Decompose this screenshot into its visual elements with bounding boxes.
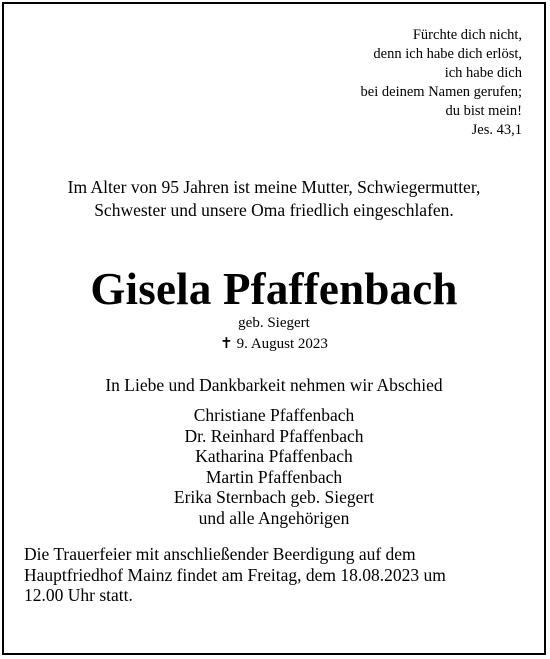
obituary-notice: [2, 2, 546, 655]
deceased-name: Gisela Pfaffenbach: [90, 264, 458, 314]
funeral-line: Hauptfriedhof Mainz findet am Freitag, dem 18.08.2023 um: [24, 564, 446, 585]
funeral-line: Die Trauerfeier mit anschließender Beerdigung auf dem: [24, 544, 416, 564]
announcement-line: Schwester und unsere Oma friedlich eingeschlafen.: [94, 200, 454, 220]
funeral-details: [24, 544, 526, 606]
verse-line: bei deinem Namen gerufen;: [360, 84, 522, 100]
verse-line: ich habe dich: [444, 65, 522, 81]
farewell-line: In Liebe und Dankbarkeit nehmen wir Abschied: [105, 375, 443, 395]
mourner-name: Christiane Pfaffenbach: [193, 405, 355, 425]
death-date-line: [4, 334, 544, 354]
mourner-name: und alle Angehörigen: [198, 507, 350, 528]
mourner-name: Martin Pfaffenbach: [205, 466, 343, 487]
cross-icon: ✝: [220, 336, 233, 352]
funeral-line: 12.00 Uhr statt.: [24, 585, 133, 605]
bible-verse: [262, 26, 522, 140]
verse-reference: Jes. 43,1: [471, 122, 522, 138]
mourner-name: Erika Sternbach geb. Siegert: [173, 487, 375, 507]
announcement-line: Im Alter von 95 Jahren ist meine Mutter, Schwiegermutter,: [67, 177, 481, 197]
mourner-name: Dr. Reinhard Pfaffenbach: [184, 425, 364, 446]
mourners-list: [4, 405, 544, 528]
verse-line: denn ich habe dich erlöst,: [373, 46, 522, 62]
verse-line: du bist mein!: [445, 103, 522, 119]
mourner-name: Katharina Pfaffenbach: [195, 446, 353, 466]
death-date: 9. August 2023: [236, 336, 328, 352]
maiden-name: geb. Siegert: [238, 315, 310, 331]
death-announcement: [4, 176, 544, 222]
verse-line: Fürchte dich nicht,: [412, 27, 522, 43]
